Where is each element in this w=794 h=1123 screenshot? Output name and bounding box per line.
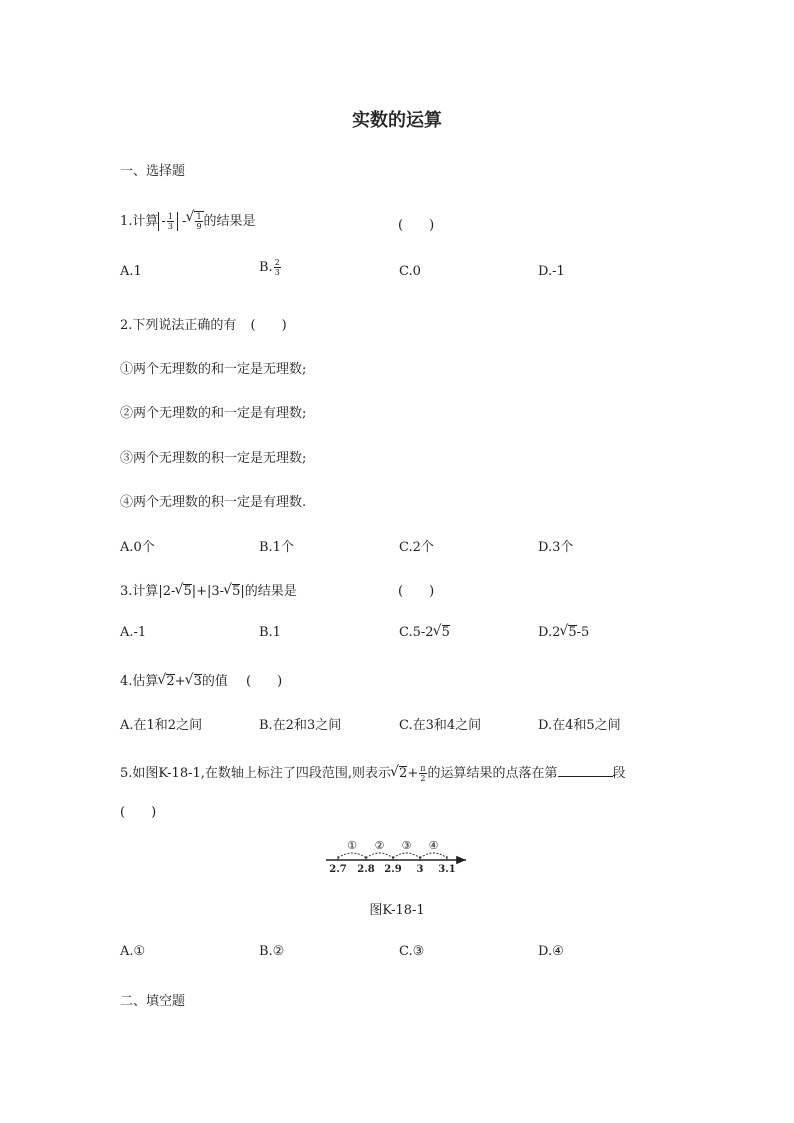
q1-minus-inner: - bbox=[161, 214, 166, 229]
sqrt-5: √ 5 bbox=[175, 584, 191, 599]
q3-answer-paren: ( ) bbox=[398, 584, 435, 599]
question-4: 4.估算√ 2+√ 3的值 ( ) bbox=[120, 670, 282, 689]
q2-statement-3: ③两个无理数的积一定是无理数; bbox=[120, 451, 307, 466]
q4-option-b: B.在2和3之间 bbox=[259, 718, 342, 733]
q1-answer-paren: ( ) bbox=[398, 218, 435, 233]
fraction-one-third: $\frac{1}{3}$ bbox=[167, 212, 173, 231]
segment-arc bbox=[366, 853, 393, 858]
q5-option-a: A.① bbox=[120, 944, 146, 959]
fraction-one-ninth: √ $\frac{1}{9}$ bbox=[196, 212, 202, 231]
number-line-tick-label: 2.8 bbox=[357, 864, 375, 875]
q2-statement-4: ④两个无理数的积一定是有理数. bbox=[120, 495, 307, 510]
segment-label: ② bbox=[374, 839, 385, 852]
q1-option-d: D.-1 bbox=[538, 264, 565, 279]
q2-statement-2: ②两个无理数的和一定是有理数; bbox=[120, 406, 307, 421]
q5-answer-paren: ( ) bbox=[120, 805, 157, 820]
q2-option-a: A.0个 bbox=[120, 540, 155, 555]
page-title: 实数的运算 bbox=[352, 110, 442, 131]
fraction-pi-over-2: $\frac{\pi}{2}$ bbox=[420, 764, 426, 783]
q3-mid: |+|3- bbox=[191, 584, 225, 599]
q4-answer-paren: ( ) bbox=[246, 674, 283, 689]
q1-option-c: C.0 bbox=[399, 264, 421, 279]
question-2 bbox=[120, 314, 287, 333]
q3-option-c: C.5-2√ 5 bbox=[399, 625, 450, 640]
section-heading-fill: 二、填空题 bbox=[120, 994, 186, 1009]
q5-end: 段 bbox=[612, 766, 626, 781]
section-heading-choice: 一、选择题 bbox=[120, 164, 186, 179]
q3-option-d: D.2√ 5-5 bbox=[538, 625, 589, 640]
number-line-tick-label: 3 bbox=[416, 864, 424, 875]
q1-prefix: 1.计算 bbox=[120, 214, 159, 229]
q2-statement-1: ①两个无理数的和一定是无理数; bbox=[120, 362, 307, 377]
q4-option-a: A.在1和2之间 bbox=[120, 718, 203, 733]
q5-suffix: 的运算结果的点落在第 bbox=[427, 766, 558, 781]
q3-suffix: |的结果是 bbox=[240, 584, 297, 599]
number-line-tick-label: 3.1 bbox=[438, 864, 456, 875]
sqrt-2: √ 2 bbox=[158, 674, 174, 689]
q2-option-c: C.2个 bbox=[399, 540, 434, 555]
number-line-tick-label: 2.9 bbox=[384, 864, 402, 875]
sqrt-3: √ 3 bbox=[186, 674, 202, 689]
figure-caption: 图K-18-1 bbox=[369, 903, 425, 918]
q5-option-b: B.② bbox=[259, 944, 285, 959]
q5-prefix: 5.如图K-18-1,在数轴上标注了四段范围,则表示 bbox=[120, 766, 392, 781]
q2-option-b: B.1个 bbox=[259, 540, 294, 555]
segment-arc bbox=[338, 853, 366, 858]
q2-stem: 2.下列说法正确的有 bbox=[120, 318, 237, 333]
q5-option-d: D.④ bbox=[538, 944, 564, 959]
q1-option-a: A.1 bbox=[120, 264, 142, 279]
segment-label: ③ bbox=[401, 839, 412, 852]
q4-suffix: 的值 bbox=[201, 674, 228, 689]
question-3 bbox=[120, 580, 297, 599]
q1-option-b: B. $\frac{2}{3}$ bbox=[259, 258, 280, 277]
segment-arc bbox=[393, 853, 420, 858]
segment-arc bbox=[420, 853, 447, 858]
fill-blank[interactable] bbox=[558, 764, 613, 777]
question-1 bbox=[120, 210, 256, 231]
sqrt-5-second: √ 5 bbox=[224, 584, 240, 599]
q1-minus: - bbox=[182, 214, 187, 229]
q4-prefix: 4.估算 bbox=[120, 674, 159, 689]
q3-option-b: B.1 bbox=[259, 625, 281, 640]
q2-answer-paren: ( ) bbox=[250, 318, 287, 333]
q2-option-d: D.3个 bbox=[538, 540, 574, 555]
q4-option-c: C.在3和4之间 bbox=[399, 718, 482, 733]
q3-prefix: 3.计算|2- bbox=[120, 584, 176, 599]
number-line-figure bbox=[320, 836, 480, 880]
sqrt-one-ninth bbox=[186, 211, 203, 231]
number-line-tick-label: 2.7 bbox=[329, 864, 347, 875]
sqrt-2-q5: √ 2 bbox=[391, 766, 407, 781]
q1-suffix: 的结果是 bbox=[203, 214, 256, 229]
segment-label: ④ bbox=[428, 839, 439, 852]
q4-option-d: D.在4和5之间 bbox=[538, 718, 621, 733]
absolute-value bbox=[158, 212, 178, 231]
segment-label: ① bbox=[347, 839, 357, 852]
q5-option-c: C.③ bbox=[399, 944, 425, 959]
q3-option-a: A.-1 bbox=[120, 625, 147, 640]
question-5: 5.如图K-18-1,在数轴上标注了四段范围,则表示√ 2+ $\frac{\pi}{2}$ 的运算结果的点落在第 段 bbox=[120, 762, 626, 783]
